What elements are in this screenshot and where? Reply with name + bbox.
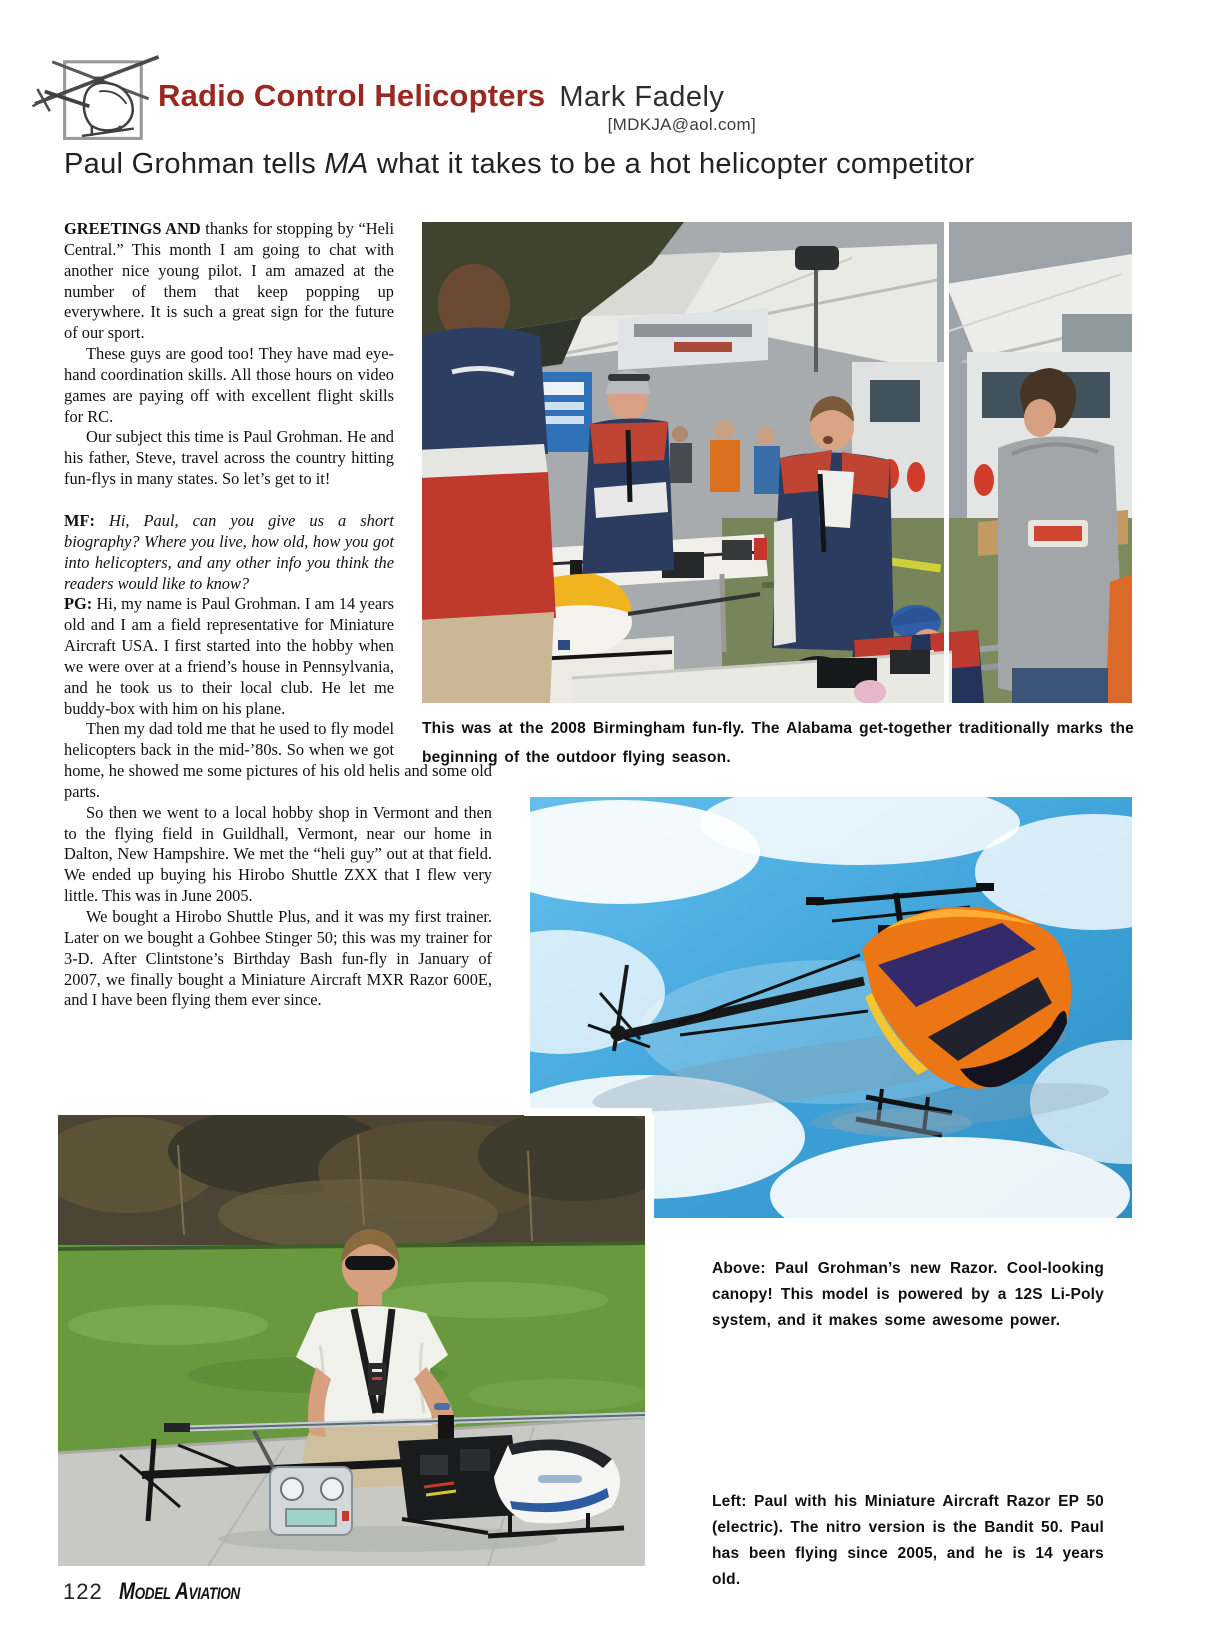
- headline-part1: Paul Grohman tells: [64, 148, 325, 180]
- page-footer: [63, 1578, 270, 1606]
- paragraph: We bought a Hirobo Shuttle Plus, and it was my first trainer. Later on we bought a Gohbee Stinger 50; this was my trainer for 3-D. After Clintstone’s Birthday Bash fun-fly in January of 2007, we finally bought a Miniature Aircraft MXR Razor 600E, and I have been flying them ever since.: [64, 907, 492, 1010]
- paragraph: Our subject this time is Paul Grohman. He and his father, Steve, travel across the country hitting fun-flys in many states. So let’s get to it!: [64, 427, 394, 489]
- author-name: Mark Fadely: [559, 81, 725, 113]
- photo-birmingham-funfly: [422, 222, 1132, 703]
- paragraph-lead: GREETINGS AND: [64, 219, 201, 238]
- answer-text: Hi, my name is Paul Grohman. I am 14 years old and I am a field representative for Miniature Aircraft USA. I first started into the hobby when we were over at a friend’s house in Pennsylvania, and he took us to their local club. He let me buddy-box with him on his plane.: [64, 594, 394, 718]
- caption-label: Above:: [712, 1260, 766, 1277]
- page-number: 122: [63, 1579, 103, 1604]
- caption-flight-photo: [712, 1256, 1104, 1334]
- helicopter-sketch: [30, 42, 166, 156]
- caption-text: Paul Grohman’s new Razor. Cool-looking canopy! This model is powered by a 12S Li-Poly system, and it makes some awesome power.: [712, 1260, 1104, 1329]
- magazine-logo: Model Aviation: [118, 1578, 240, 1605]
- caption-label: Left:: [712, 1493, 747, 1510]
- paragraph-greetings: GREETINGS AND thanks for stopping by “Heli Central.” This month I am going to chat with another nice young pilot. I am amazed at the number of them that keep popping up everywhere. It is such a great sign for the future of our sport.: [64, 219, 394, 343]
- photo-seam-vertical: [645, 1115, 654, 1227]
- headline-part2: what it takes to be a hot helicopter competitor: [368, 148, 975, 180]
- question-label: MF:: [64, 510, 95, 530]
- photo-paul-kneeling: [58, 1115, 645, 1566]
- author-email: [MDKJA@aol.com]: [607, 115, 756, 134]
- caption-text: Paul with his Miniature Aircraft Razor EP 50 (electric). The nitro version is the Bandit 50. Paul has been flying since 2005, and he is 14 years old.: [712, 1493, 1104, 1588]
- masthead: [158, 78, 724, 114]
- paragraph: These guys are good too! They have mad eye-hand coordination skills. All those hours on video games are paying off with excellent flight skills for RC.: [64, 344, 394, 426]
- photo-seam-horizontal: [524, 1108, 652, 1116]
- helicopter-logo-icon: [30, 42, 166, 152]
- question-text: Hi, Paul, can you give us a short biography? Where you live, how old, how you got into helicopters, and any other info you think the readers would like to know?: [64, 510, 394, 593]
- paragraph: So then we went to a local hobby shop in Vermont and then to the flying field in Guildhall, Vermont, near our home in Dalton, New Hampshire. We met the “heli guy” out at that field. We ended up buying his Hirobo Shuttle ZXX that I flew very little. This was in June 2005.: [64, 802, 492, 906]
- caption-paul-photo: [712, 1489, 1104, 1593]
- caption-event-photo: This was at the 2008 Birmingham fun-fly. The Alabama get-together traditionally marks the beginning of the outdoor flying season.: [422, 720, 1134, 766]
- headline-ma-italic: MA: [324, 148, 369, 180]
- column-title: Radio Control Helicopters: [158, 78, 546, 113]
- page-headline: [64, 148, 1139, 181]
- paragraph: Then my dad told me that he used to fly model helicopters back in the mid-’80s. So when we got home, he showed me some pictures of his old helis and some old parts.: [64, 719, 492, 801]
- answer-label: PG:: [64, 594, 93, 614]
